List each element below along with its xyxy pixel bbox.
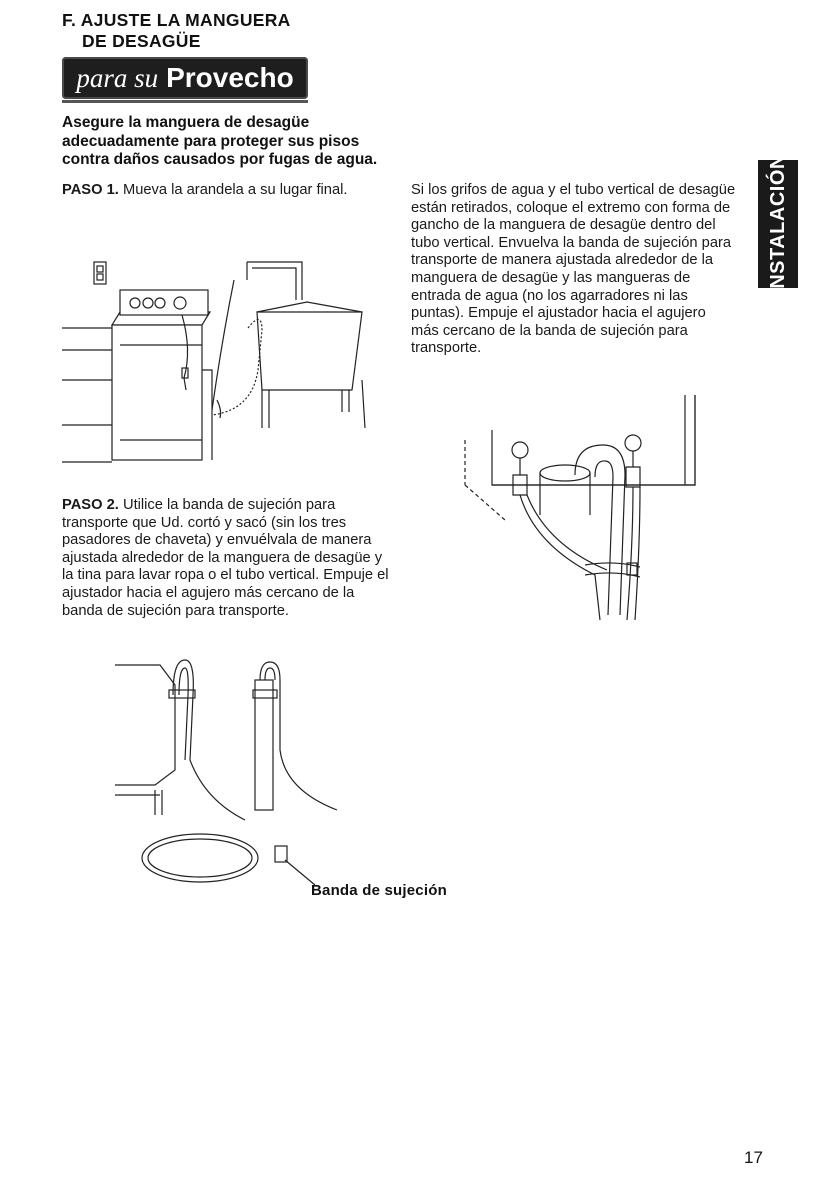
badge-text-para-su: para su bbox=[76, 62, 159, 93]
step-2-label: PASO 2. bbox=[62, 497, 119, 513]
section-side-tab bbox=[758, 153, 798, 295]
step-1-label: PASO 1. bbox=[62, 182, 119, 198]
standpipe-faucets-illustration bbox=[455, 395, 705, 630]
badge-text-provecho: Provecho bbox=[166, 62, 294, 93]
step-1-text: Mueva la arandela a su lugar final. bbox=[118, 182, 348, 198]
section-title-line2: DE DESAGÜE bbox=[82, 31, 201, 51]
washer-laundry-tub-illustration bbox=[62, 250, 407, 470]
step-2 bbox=[62, 497, 397, 620]
badge-underline bbox=[62, 100, 308, 103]
step-2-text: Utilice la banda de sujeción para transporte que Ud. cortó y sacó (sin los tres pasadores de chaveta) y envuélvala de manera ajustada alrededor de la manguera de desagüe y la tina para lavar ropa o el tubo vertical. Empuje el ajustador hacia el agujero más cercano de la banda de sujeción para transporte. bbox=[62, 497, 389, 619]
para-su-provecho-badge bbox=[62, 57, 308, 99]
page-number: 17 bbox=[744, 1148, 763, 1167]
strap-caption: Banda de sujeción bbox=[311, 882, 447, 899]
step-1 bbox=[62, 182, 392, 200]
side-tab-label: INSTALACIÓN bbox=[766, 153, 789, 295]
section-title bbox=[62, 10, 291, 52]
section-title-line1: F. AJUSTE LA MANGUERA bbox=[62, 10, 291, 30]
shipping-strap-illustration bbox=[115, 650, 345, 890]
lead-paragraph: Asegure la manguera de desagüe adecuadamente para proteger sus pisos contra daños causados por fugas de agua. bbox=[62, 114, 378, 168]
standpipe-instructions: Si los grifos de agua y el tubo vertical de desagüe están retirados, coloque el extremo con forma de gancho de la manguera de desagüe dentro del tubo vertical. Envuelva la banda de sujeción para transporte de manera ajustada alrededor de la manguera de desagüe y las mangueras de entrada de agua (no los agarradores ni las puntas). Empuje el ajustador hacia el agujero más cercano de la banda de sujeción para transporte. bbox=[411, 182, 736, 357]
